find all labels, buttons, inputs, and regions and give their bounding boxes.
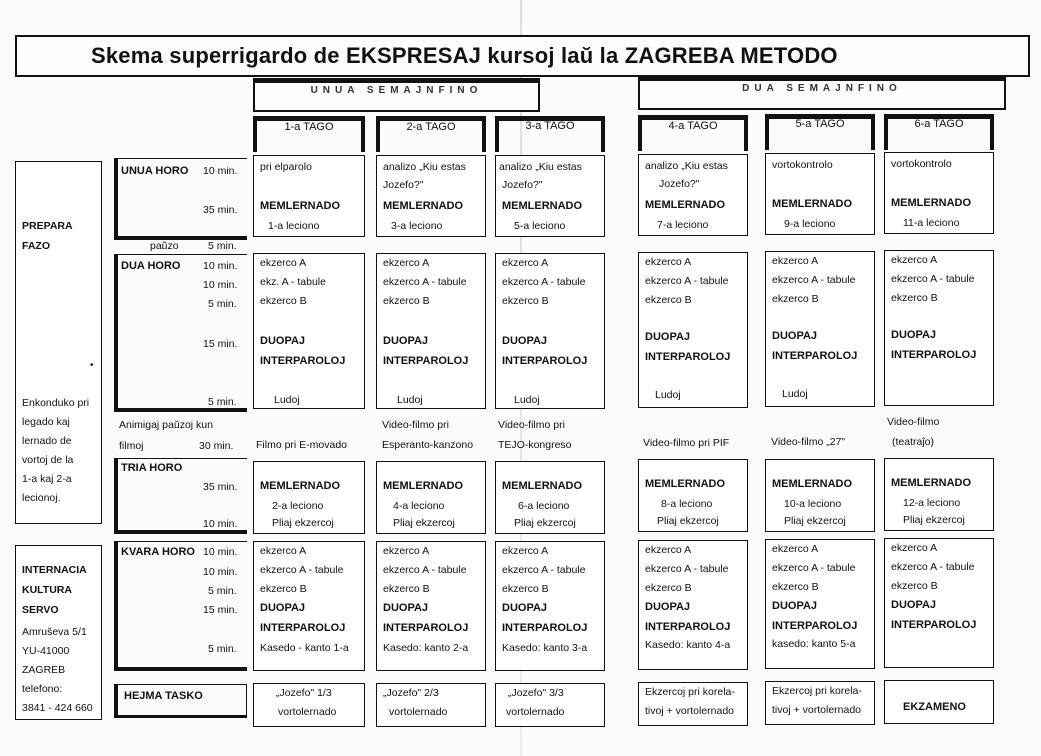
hejma-cell-line-1: „Jozefo" 3/3 (508, 687, 564, 699)
tria-time-2: 10 min. (203, 518, 238, 530)
dua-cell-ekzerco-b: ekzerco B (383, 295, 430, 307)
day-label-4: 4-a TAGO (668, 120, 718, 132)
dua-cell-ekzerco-a: ekzerco A (260, 257, 307, 269)
week-label-1: UNUA SEMAJNFINO (310, 85, 483, 96)
ikservo-line-1: INTERNACIA (22, 564, 87, 576)
kvara-cell-ekzerco-a: ekzerco A (645, 544, 692, 556)
kvara-cell-ekzerco-tabule: ekzerco A - tabule (772, 562, 856, 574)
kvara-cell-ekzerco-tabule: ekzerco A - tabule (645, 563, 729, 575)
kvara-cell-kasedo: Kasedo - kanto 1-a (260, 642, 349, 654)
hejma-cell-line-1: EKZAMENO (903, 701, 966, 713)
kvara-time-4: 15 min. (203, 604, 238, 616)
animigaj-line-1: Animigaj paŭzoj kun (119, 419, 213, 431)
intro-line-2: legado kaj (22, 416, 70, 428)
kvara-cell-3 (495, 541, 605, 671)
kvara-cell-ekzerco-tabule: ekzerco A - tabule (891, 561, 975, 573)
film-6-line-1: Video-filmo (887, 416, 940, 428)
unua-cell-3 (495, 155, 605, 237)
unua-time-1: 10 min. (203, 165, 238, 177)
dua-cell-interparoloj: INTERPAROLOJ (772, 350, 858, 362)
dua-cell-ekzerco-tabule: ekzerco A - tabule (772, 274, 856, 286)
unua-cell-text-a: analizo „Kiu estas (645, 160, 728, 172)
unua-horo-label: UNUA HORO (121, 165, 189, 177)
dua-cell-ekzerco-tabule: ekzerco A - tabule (502, 276, 586, 288)
kvara-cell-6 (884, 538, 994, 668)
dua-cell-ekzerco-b: ekzerco B (891, 292, 938, 304)
dua-cell-duopaj: DUOPAJ (891, 329, 937, 341)
hejma-cell-line-2: vortolernado (506, 706, 565, 718)
dua-cell-ludoj: Ludoj (782, 388, 808, 400)
kvara-cell-ekzerco-a: ekzerco A (502, 545, 549, 557)
dua-cell-ludoj: Ludoj (514, 394, 540, 406)
tria-cell-memlernado: MEMLERNADO (891, 477, 972, 489)
unua-cell-leciono: 1-a leciono (268, 220, 320, 232)
dua-cell-ekzerco-a: ekzerco A (383, 257, 430, 269)
dua-cell-ekzerco-tabule: ekzerco A - tabule (645, 275, 729, 287)
dua-cell-interparoloj: INTERPAROLOJ (891, 349, 977, 361)
ikservo-line-2: KULTURA (22, 584, 72, 596)
prepara-label: PREPARA (22, 220, 73, 232)
tria-cell-6 (884, 458, 994, 531)
dua-cell-duopaj: DUOPAJ (772, 330, 818, 342)
week-header-1 (253, 78, 540, 112)
dua-horo-bracket (114, 254, 247, 412)
unua-cell-leciono: 3-a leciono (391, 220, 443, 232)
film-3-line-2: TEJO-kongreso (498, 439, 572, 451)
kvara-time-3: 5 min. (208, 585, 237, 597)
tria-cell-pliaj: Pliaj ekzercoj (514, 517, 576, 529)
kvara-cell-2 (376, 541, 486, 671)
hejma-cell-6 (884, 680, 994, 724)
tria-cell-leciono: 2-a leciono (272, 500, 324, 512)
kvara-cell-interparoloj: INTERPAROLOJ (260, 622, 346, 634)
intro-line-5: 1-a kaj 2-a (22, 473, 72, 485)
unua-cell-text-a: analizo „Kiu estas (383, 161, 466, 173)
dua-cell-ekzerco-a: ekzerco A (645, 256, 692, 268)
unua-cell-memlernado: MEMLERNADO (502, 200, 583, 212)
unua-cell-memlernado: MEMLERNADO (772, 198, 853, 210)
unua-cell-leciono: 9-a leciono (784, 218, 836, 230)
week-header-2 (638, 76, 1006, 110)
dua-cell-ludoj: Ludoj (274, 394, 300, 406)
tria-cell-leciono: 10-a leciono (784, 498, 842, 510)
intro-line-1: Enkonduko pri (22, 397, 90, 409)
tria-cell-5 (765, 459, 875, 532)
hejma-cell-4 (638, 682, 748, 726)
tria-cell-pliaj: Pliaj ekzercoj (393, 517, 455, 529)
dua-cell-ekzerco-b: ekzerco B (645, 294, 692, 306)
unua-cell-text-b: Jozefo?" (383, 179, 424, 191)
page-title: Skema superrigardo de EKSPRESAJ kursoj laŭ la ZAGREBA METODO (91, 43, 838, 68)
kvara-cell-interparoloj: INTERPAROLOJ (383, 622, 469, 634)
film-2-line-2: Esperanto-kanzono (382, 439, 474, 451)
dua-horo-label: DUA HORO (121, 260, 181, 272)
unua-cell-memlernado: MEMLERNADO (645, 199, 726, 211)
tria-horo-label: TRIA HORO (121, 462, 183, 474)
kvara-cell-ekzerco-b: ekzerco B (260, 583, 307, 595)
unua-cell-memlernado: MEMLERNADO (891, 197, 972, 209)
dua-time-5: 5 min. (208, 396, 237, 408)
tria-cell-leciono: 8-a leciono (661, 498, 713, 510)
kvara-time-1: 10 min. (203, 546, 238, 558)
animigaj-time: 30 min. (199, 440, 234, 452)
kvara-cell-kasedo: Kasedo: kanto 3-a (502, 642, 588, 654)
unua-cell-4 (638, 154, 748, 236)
ikservo-address-5: 3841 - 424 660 (22, 702, 93, 714)
kvara-cell-kasedo: kasedo: kanto 5-a (772, 638, 856, 650)
hejma-tasko-label: HEJMA TASKO (124, 690, 203, 702)
dua-cell-interparoloj: INTERPAROLOJ (502, 355, 588, 367)
unua-cell-5 (765, 153, 875, 235)
unua-cell-memlernado: MEMLERNADO (383, 200, 464, 212)
kvara-cell-kasedo: Kasedo: kanto 4-a (645, 639, 731, 651)
unua-cell-6 (884, 152, 994, 234)
hejma-cell-1 (253, 683, 365, 727)
kvara-cell-ekzerco-a: ekzerco A (260, 545, 307, 557)
unua-cell-leciono: 7-a leciono (657, 219, 709, 231)
tria-cell-1 (253, 461, 365, 534)
unua-cell-memlernado: MEMLERNADO (260, 200, 341, 212)
pauzo-time: 5 min. (208, 240, 237, 252)
kvara-cell-ekzerco-b: ekzerco B (645, 582, 692, 594)
hejma-cell-line-2: tivoj + vortolernado (645, 705, 735, 717)
ikservo-line-3: SERVO (22, 604, 59, 616)
unua-cell-2 (376, 155, 486, 237)
dua-cell-ekzerco-tabule: ekzerco A - tabule (383, 276, 467, 288)
fazo-label: FAZO (22, 240, 50, 252)
kvara-cell-kasedo: Kasedo: kanto 2-a (383, 642, 469, 654)
dua-cell-4 (638, 252, 748, 408)
intro-line-4: vortoj de la (22, 454, 74, 466)
film-4-line-1: Video-filmo pri PIF (643, 437, 730, 449)
tria-cell-leciono: 12-a leciono (903, 497, 961, 509)
dua-cell-ekzerco-b: ekzerco B (260, 295, 307, 307)
unua-cell-text-a: pri elparolo (260, 161, 312, 173)
kvara-cell-5 (765, 539, 875, 669)
dua-cell-interparoloj: INTERPAROLOJ (645, 351, 731, 363)
dua-cell-interparoloj: INTERPAROLOJ (383, 355, 469, 367)
day-label-2: 2-a TAGO (406, 121, 456, 133)
dua-cell-duopaj: DUOPAJ (383, 335, 429, 347)
tria-cell-leciono: 4-a leciono (393, 500, 445, 512)
tria-cell-pliaj: Pliaj ekzercoj (272, 517, 334, 529)
hejma-cell-line-1: „Jozefo" 1/3 (276, 687, 332, 699)
kvara-cell-interparoloj: INTERPAROLOJ (645, 621, 731, 633)
kvara-cell-ekzerco-tabule: ekzerco A - tabule (383, 564, 467, 576)
ikservo-address-2: YU-41000 (22, 645, 70, 657)
kvara-cell-duopaj: DUOPAJ (260, 602, 306, 614)
dua-cell-ludoj: Ludoj (655, 389, 681, 401)
tria-cell-leciono: 6-a leciono (518, 500, 570, 512)
kvara-cell-ekzerco-a: ekzerco A (891, 542, 938, 554)
dua-cell-6 (884, 250, 994, 406)
kvara-cell-interparoloj: INTERPAROLOJ (502, 622, 588, 634)
tria-cell-4 (638, 459, 748, 532)
dua-cell-ekzerco-b: ekzerco B (772, 293, 819, 305)
pauzo-label: paŭzo (150, 240, 179, 252)
tria-cell-memlernado: MEMLERNADO (645, 478, 726, 490)
unua-cell-leciono: 11-a leciono (903, 217, 960, 229)
dua-time-4: 15 min. (203, 338, 238, 350)
tria-cell-memlernado: MEMLERNADO (772, 478, 853, 490)
film-3-line-1: Video-filmo pri (498, 419, 565, 431)
tria-cell-3 (495, 461, 605, 534)
dua-cell-ekzerco-a: ekzerco A (772, 255, 819, 267)
kvara-cell-duopaj: DUOPAJ (645, 601, 691, 613)
dua-cell-duopaj: DUOPAJ (260, 335, 306, 347)
kvara-cell-ekzerco-tabule: ekzerco A - tabule (502, 564, 586, 576)
film-2-line-1: Video-filmo pri (382, 419, 449, 431)
tria-cell-memlernado: MEMLERNADO (502, 480, 583, 492)
kvara-cell-duopaj: DUOPAJ (772, 600, 818, 612)
bullet-dot: • (90, 360, 94, 371)
animigaj-line-2: filmoj (119, 440, 144, 452)
tria-cell-2 (376, 461, 486, 534)
day-label-1: 1-a TAGO (284, 121, 334, 133)
tria-cell-memlernado: MEMLERNADO (383, 480, 464, 492)
kvara-cell-ekzerco-a: ekzerco A (772, 543, 819, 555)
dua-cell-5 (765, 251, 875, 407)
unua-cell-leciono: 5-a leciono (514, 220, 566, 232)
unua-time-2: 35 min. (203, 204, 238, 216)
unua-cell-1 (253, 155, 365, 237)
kvara-cell-ekzerco-b: ekzerco B (383, 583, 430, 595)
hejma-cell-line-1: „Jozefo" 2/3 (383, 687, 439, 699)
hejma-cell-3 (495, 683, 605, 727)
dua-time-3: 5 min. (208, 298, 237, 310)
dua-cell-ekzerco-tabule: ekz. A - tabule (260, 276, 326, 288)
unua-cell-text-a: vortokontrolo (891, 158, 952, 170)
kvara-cell-1 (253, 541, 365, 671)
kvara-cell-ekzerco-tabule: ekzerco A - tabule (260, 564, 344, 576)
dua-cell-interparoloj: INTERPAROLOJ (260, 355, 346, 367)
dua-time-1: 10 min. (203, 260, 238, 272)
ikservo-address-3: ZAGREB (22, 664, 66, 676)
title-box (15, 35, 1030, 77)
dua-cell-2 (376, 253, 486, 409)
hejma-cell-2 (376, 683, 486, 727)
week-label-2: DUA SEMAJNFINO (742, 83, 902, 94)
day-label-3: 3-a TAGO (525, 120, 575, 132)
kvara-cell-ekzerco-b: ekzerco B (891, 580, 938, 592)
unua-cell-text-a: vortokontrolo (772, 159, 833, 171)
kvara-cell-duopaj: DUOPAJ (383, 602, 429, 614)
kvara-cell-duopaj: DUOPAJ (502, 602, 548, 614)
tria-cell-pliaj: Pliaj ekzercoj (903, 514, 965, 526)
intro-line-3: lernado de (22, 435, 72, 447)
unua-cell-text-a: analizo „Kiu estas (499, 161, 582, 173)
kvara-cell-4 (638, 540, 748, 670)
day-label-6: 6-a TAGO (914, 118, 964, 130)
film-6-line-2: (teatraĵo) (892, 436, 935, 448)
prepara-fazo-box (15, 161, 102, 524)
kvara-cell-ekzerco-b: ekzerco B (772, 581, 819, 593)
dua-cell-ekzerco-a: ekzerco A (502, 257, 549, 269)
kvara-time-5: 5 min. (208, 643, 237, 655)
film-5-line-1: Video-filmo „27" (771, 436, 846, 448)
dua-cell-3 (495, 253, 605, 409)
dua-cell-ekzerco-a: ekzerco A (891, 254, 938, 266)
tria-time-1: 35 min. (203, 481, 238, 493)
kvara-horo-label: KVARA HORO (121, 546, 195, 558)
tria-cell-pliaj: Pliaj ekzercoj (657, 515, 719, 527)
hejma-cell-line-2: vortolernado (389, 706, 448, 718)
film-1-line-1: Filmo pri E-movado (256, 439, 348, 451)
dua-cell-duopaj: DUOPAJ (502, 335, 548, 347)
kvara-cell-interparoloj: INTERPAROLOJ (891, 619, 977, 631)
hejma-cell-line-1: Ekzercoj pri korela- (772, 685, 862, 697)
intro-line-6: lecionoj. (22, 492, 61, 504)
ikservo-address-4: telefono: (22, 683, 63, 695)
tria-cell-pliaj: Pliaj ekzercoj (784, 515, 846, 527)
hejma-cell-line-1: Ekzercoj pri korela- (645, 686, 735, 698)
kvara-cell-ekzerco-b: ekzerco B (502, 583, 549, 595)
dua-cell-duopaj: DUOPAJ (645, 331, 691, 343)
ikservo-box (15, 545, 102, 720)
kvara-cell-ekzerco-a: ekzerco A (383, 545, 430, 557)
dua-cell-ekzerco-tabule: ekzerco A - tabule (891, 273, 975, 285)
unua-cell-text-b: Jozefo?" (659, 178, 700, 190)
kvara-cell-duopaj: DUOPAJ (891, 599, 937, 611)
dua-cell-1 (253, 253, 365, 409)
hejma-cell-line-2: tivoj + vortolernado (772, 704, 862, 716)
dua-time-2: 10 min. (203, 279, 238, 291)
dua-cell-ludoj: Ludoj (397, 394, 423, 406)
day-label-5: 5-a TAGO (795, 118, 845, 130)
kvara-cell-interparoloj: INTERPAROLOJ (772, 620, 858, 632)
hejma-cell-5 (765, 681, 875, 725)
tria-cell-memlernado: MEMLERNADO (260, 480, 341, 492)
dua-cell-ekzerco-b: ekzerco B (502, 295, 549, 307)
hejma-cell-line-2: vortolernado (278, 706, 337, 718)
kvara-time-2: 10 min. (203, 566, 238, 578)
ikservo-address-1: Amruševa 5/1 (22, 626, 87, 638)
unua-cell-text-b: Jozefo?" (502, 179, 543, 191)
